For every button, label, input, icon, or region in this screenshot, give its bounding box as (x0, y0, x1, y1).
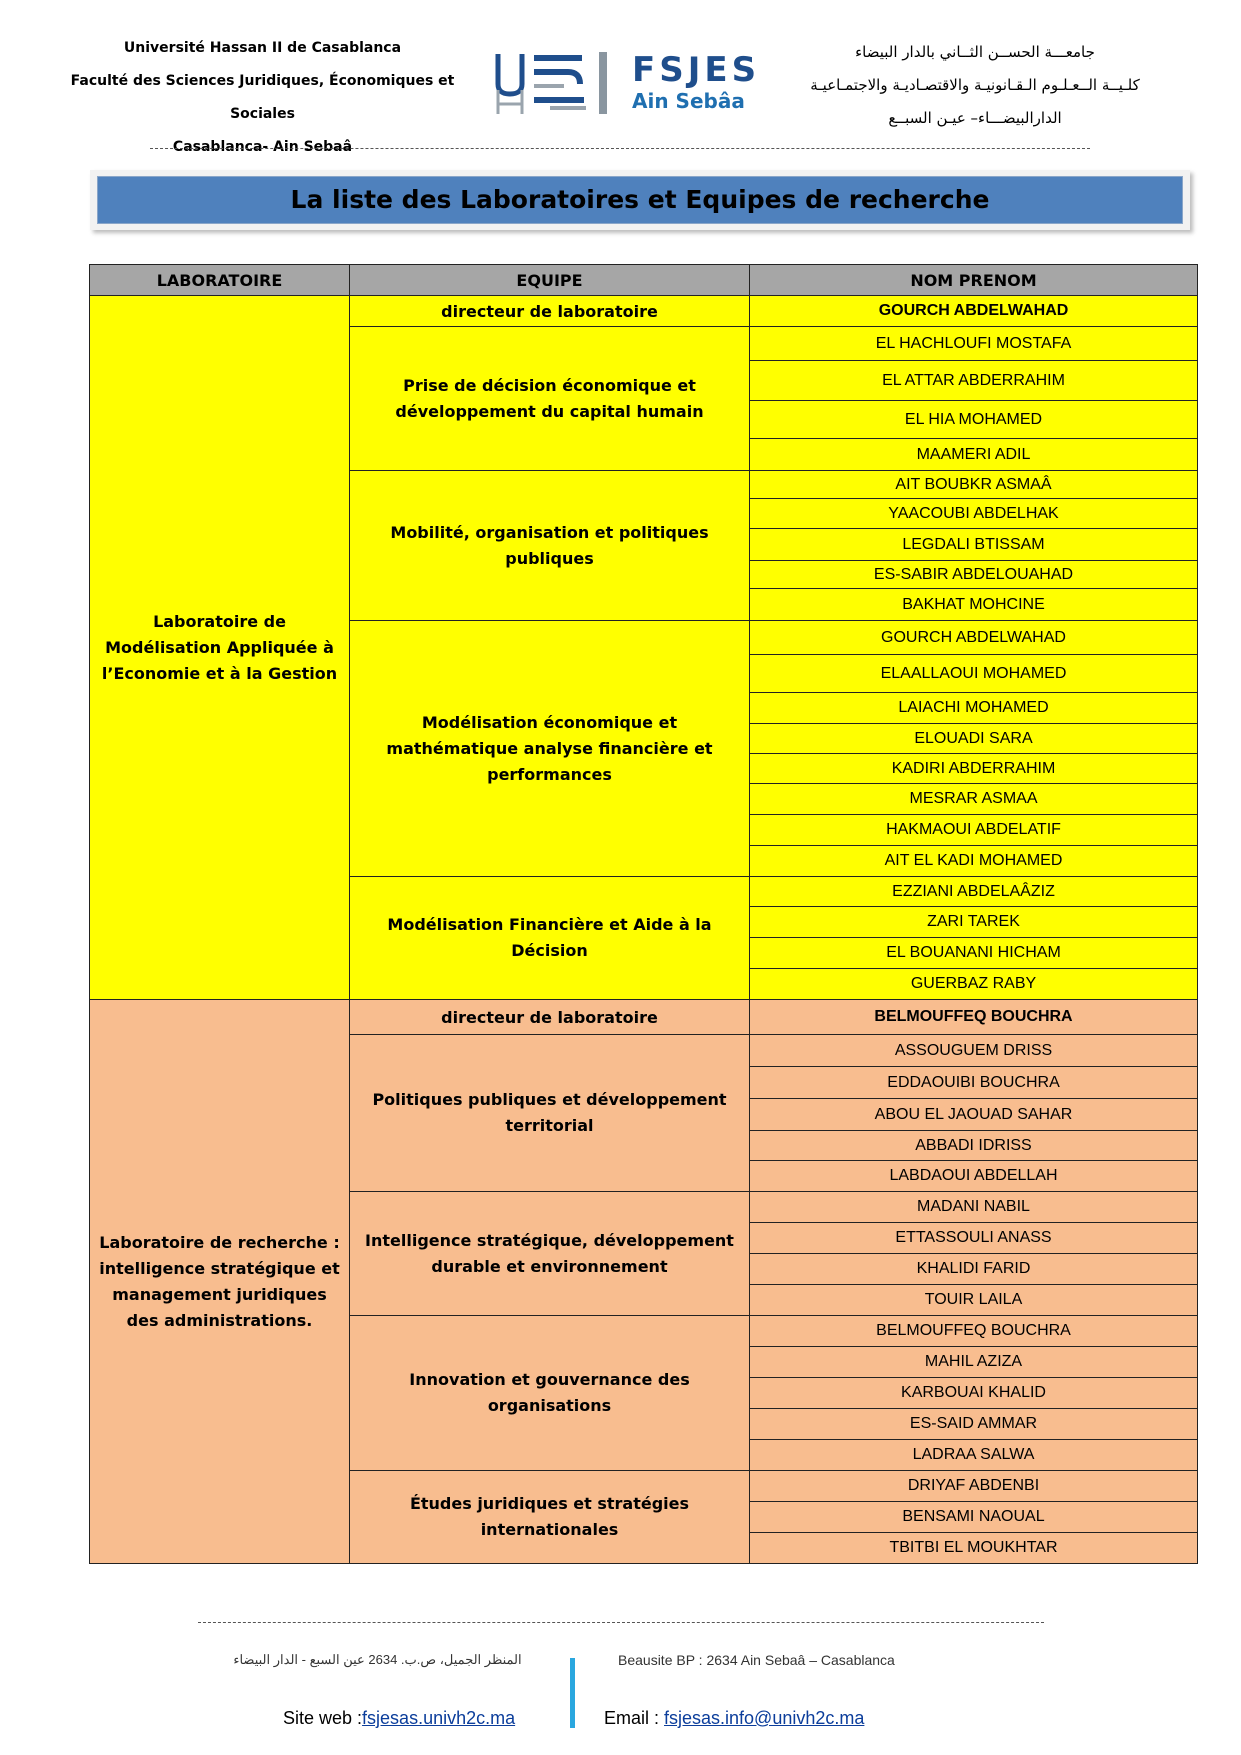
faculty-location-ar: الدارالبيضـــاء– عيـن السبــع (888, 109, 1062, 127)
member-name: AIT BOUBKR ASMAÂ (750, 471, 1198, 499)
member-name: BENSAMI NAOUAL (750, 1502, 1198, 1533)
table-row (90, 1000, 1198, 1035)
table-body (90, 296, 1198, 1564)
uh2c-logo-icon (494, 50, 590, 116)
member-name: KADIRI ABDERRAHIM (750, 754, 1198, 784)
director-label: directeur de laboratoire (350, 1000, 750, 1035)
member-name: EZZIANI ABDELAÂZIZ (750, 877, 1198, 907)
email-label: Email : (604, 1708, 665, 1728)
faculty-name-ar: كلـيــة الــعـلـوم الـقـانونيـة والاقتصـاديـة والاجتمـاعيـة (810, 76, 1140, 94)
member-name: ES-SABIR ABDELOUAHAD (750, 561, 1198, 589)
member-name: ETTASSOULI ANASS (750, 1223, 1198, 1254)
member-name: ABOU EL JAOUAD SAHAR (750, 1099, 1198, 1131)
laboratory-name: Laboratoire de Modélisation Appliquée à l’Economie et à la Gestion (90, 296, 350, 1000)
member-name: AIT EL KADI MOHAMED (750, 846, 1198, 877)
member-name: HAKMAOUI ABDELATIF (750, 815, 1198, 846)
member-name: LABDAOUI ABDELLAH (750, 1161, 1198, 1192)
university-header-fr (40, 32, 485, 164)
member-name: TOUIR LAILA (750, 1285, 1198, 1316)
member-name: EL ATTAR ABDERRAHIM (750, 361, 1198, 401)
footer-separator (198, 1622, 1044, 1623)
faculty-name: Faculté des Sciences Juridiques, Économiques et Sociales (70, 73, 455, 122)
footer-address-ar: المنظر الجميل، ص.ب. 2634 عين السبع - الدار البيضاء (233, 1652, 522, 1667)
member-name: YAACOUBI ABDELHAK (750, 499, 1198, 529)
member-name: EL HACHLOUFI MOSTAFA (750, 327, 1198, 361)
header-separator (150, 148, 1090, 149)
website-label: Site web : (283, 1708, 363, 1728)
faculty-location: Casablanca- Ain Sebaâ (172, 139, 353, 155)
team-name: Politiques publiques et développement territorial (350, 1035, 750, 1192)
website-link[interactable]: fsjesas.univh2c.ma (362, 1708, 516, 1728)
team-name: Prise de décision économique et développement du capital humain (350, 327, 750, 471)
member-name: GOURCH ABDELWAHAD (750, 621, 1198, 655)
member-name: ELAALLAOUI MOHAMED (750, 655, 1198, 693)
email-link[interactable]: fsjesas.info@univh2c.ma (664, 1708, 865, 1728)
member-name: EL HIA MOHAMED (750, 401, 1198, 439)
footer-website (283, 1708, 515, 1729)
laboratory-name: Laboratoire de recherche : intelligence stratégique et management juridiques des administrations. (90, 1000, 350, 1564)
fsjes-logo (494, 50, 766, 116)
member-name: LADRAA SALWA (750, 1440, 1198, 1471)
member-name: GUERBAZ RABY (750, 969, 1198, 1000)
logo-subtext: Ain Sebâa (632, 89, 745, 113)
logo-divider (599, 52, 607, 114)
member-name: BELMOUFFEQ BOUCHRA (750, 1316, 1198, 1347)
university-name: Université Hassan II de Casablanca (123, 40, 402, 56)
member-name: MAHIL AZIZA (750, 1347, 1198, 1378)
member-name: ZARI TAREK (750, 907, 1198, 938)
table-row (90, 296, 1198, 327)
member-name: ABBADI IDRISS (750, 1131, 1198, 1161)
member-name: EDDAOUIBI BOUCHRA (750, 1067, 1198, 1099)
director-name: BELMOUFFEQ BOUCHRA (750, 1000, 1198, 1035)
team-name: Modélisation Financière et Aide à la Décision (350, 877, 750, 1000)
laboratories-table (89, 264, 1198, 1564)
member-name: BAKHAT MOHCINE (750, 589, 1198, 621)
team-name: Mobilité, organisation et politiques publiques (350, 471, 750, 621)
member-name: TBITBI EL MOUKHTAR (750, 1533, 1198, 1564)
title-box (90, 170, 1190, 230)
team-name: Études juridiques et stratégies internationales (350, 1471, 750, 1564)
logo-text: FSJES (632, 50, 761, 90)
column-header-laboratoire: LABORATOIRE (90, 265, 350, 296)
director-label: directeur de laboratoire (350, 296, 750, 327)
column-header-nom-prenom: NOM PRENOM (750, 265, 1198, 296)
team-name: Innovation et gouvernance des organisations (350, 1316, 750, 1471)
member-name: MESRAR ASMAA (750, 784, 1198, 815)
member-name: DRIYAF ABDENBI (750, 1471, 1198, 1502)
footer-email (604, 1708, 864, 1729)
member-name: ASSOUGUEM DRISS (750, 1035, 1198, 1067)
table-header-row (90, 265, 1198, 296)
university-header-ar (775, 36, 1175, 135)
footer-address-fr: Beausite BP : 2634 Ain Sebaâ – Casablanca (618, 1652, 895, 1668)
column-header-equipe: EQUIPE (350, 265, 750, 296)
team-name: Modélisation économique et mathématique analyse financière et performances (350, 621, 750, 877)
member-name: KHALIDI FARID (750, 1254, 1198, 1285)
member-name: MAAMERI ADIL (750, 439, 1198, 471)
member-name: KARBOUAI KHALID (750, 1378, 1198, 1409)
university-name-ar: جامعـــة الحســن الثــاني بالدار البيضاء (855, 43, 1095, 61)
footer-divider (570, 1658, 575, 1728)
member-name: ES-SAID AMMAR (750, 1409, 1198, 1440)
member-name: ELOUADI SARA (750, 724, 1198, 754)
director-name: GOURCH ABDELWAHAD (750, 296, 1198, 327)
team-name: Intelligence stratégique, développement durable et environnement (350, 1192, 750, 1316)
member-name: LAIACHI MOHAMED (750, 693, 1198, 724)
member-name: EL BOUANANI HICHAM (750, 938, 1198, 969)
page-title: La liste des Laboratoires et Equipes de recherche (97, 176, 1183, 224)
member-name: LEGDALI BTISSAM (750, 529, 1198, 561)
member-name: MADANI NABIL (750, 1192, 1198, 1223)
